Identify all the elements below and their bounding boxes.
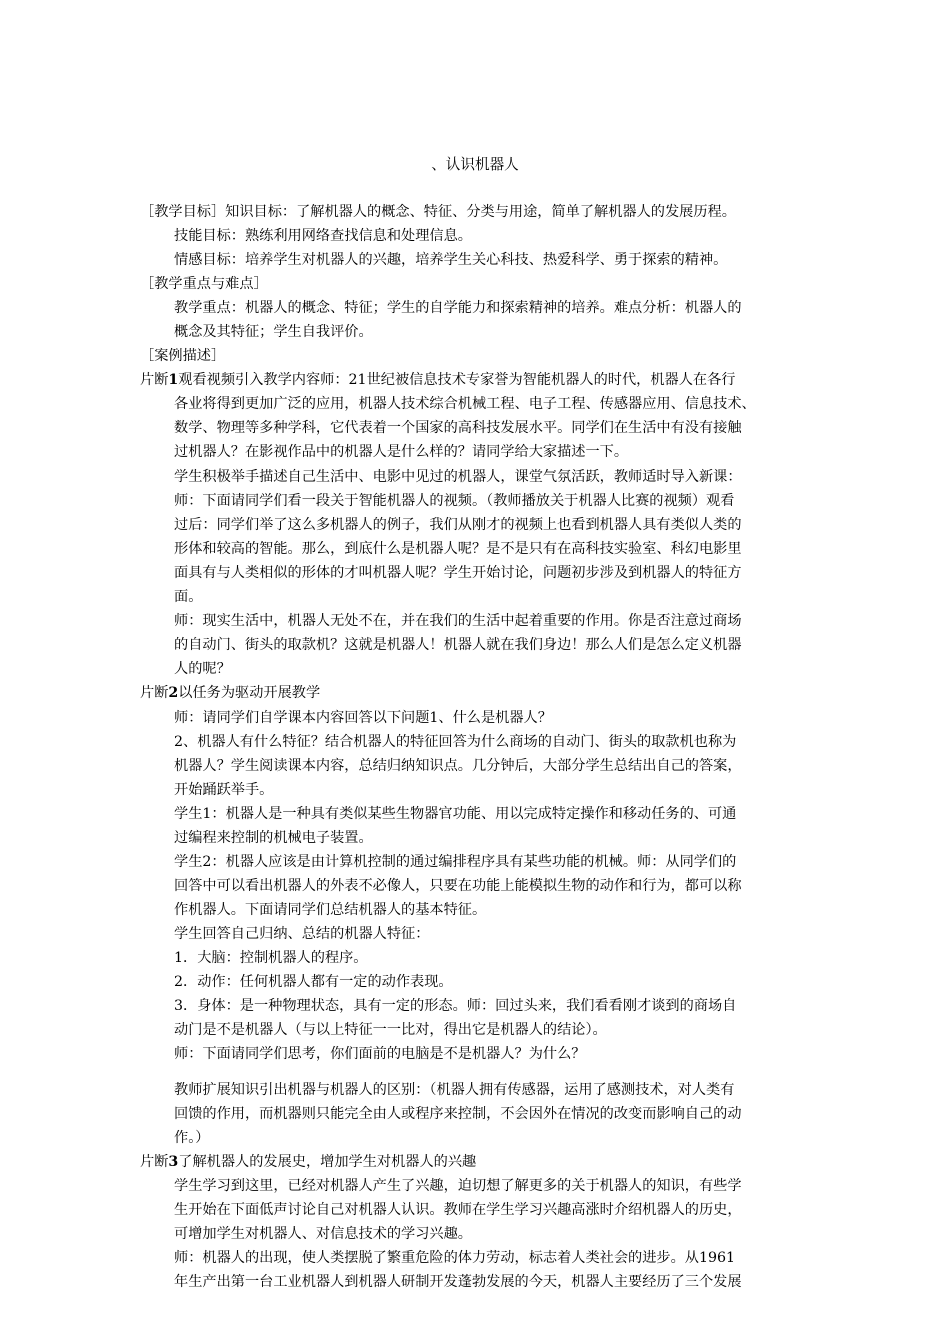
- text-line: 学生学习到这里，已经对机器人产生了兴趣，迫切想了解更多的关于机器人的知识，有些学: [174, 1178, 742, 1194]
- text-line: 作。）: [174, 1130, 210, 1146]
- text-line: 的自动门、街头的取款机？这就是机器人！机器人就在我们身边！那么人们是怎么定义机器: [174, 637, 742, 653]
- text-line: ［教学目标］知识目标：了解机器人的概念、特征、分类与用途，简单了解机器人的发展历程。: [140, 204, 736, 220]
- text-line: 年生产出第一台工业机器人到机器人研制开发蓬勃发展的今天，机器人主要经历了三个发展: [174, 1274, 742, 1290]
- text-line: 师：机器人的出现，使人类摆脱了繁重危险的体力劳动，标志着人类社会的进步。从1961: [174, 1250, 736, 1266]
- text-line: 1．大脑：控制机器人的程序。: [174, 950, 368, 966]
- text-line: 生开始在下面低声讨论自己对机器人认识。教师在学生学习兴趣高涨时介绍机器人的历史，: [174, 1202, 742, 1218]
- text-line: 学生回答自己归纳、总结的机器人特征：: [174, 926, 430, 942]
- text-line: 可增加学生对机器人、对信息技术的学习兴趣。: [174, 1226, 472, 1242]
- text-line: 情感目标：培养学生对机器人的兴趣，培养学生关心科技、热爱科学、勇于探索的精神。: [174, 252, 728, 268]
- text-line: 开始踊跃举手。: [174, 782, 274, 798]
- text-line: 3．身体：是一种物理状态，具有一定的形态。师：回过头来，我们看看刚才谈到的商场自: [174, 998, 737, 1014]
- text-line: 动门是不是机器人（与以上特征一一比对，得出它是机器人的结论）。: [174, 1022, 607, 1038]
- text-line: 学生1：机器人是一种具有类似某些生物器官功能、用以完成特定操作和移动任务的、可通: [174, 806, 737, 822]
- text-line: 面。: [174, 589, 203, 605]
- text-line: ［教学重点与难点］: [140, 276, 268, 292]
- text-line: 面具有与人类相似的形体的才叫机器人呢？学生开始讨论，问题初步涉及到机器人的特征方: [174, 565, 742, 581]
- text-line: ［案例描述］: [140, 348, 226, 364]
- text-line: 形体和较高的智能。那么，到底什么是机器人呢？是不是只有在高科技实验室、科幻电影里: [174, 541, 742, 557]
- text-line: 教师扩展知识引出机器与机器人的区别：（机器人拥有传感器，运用了感测技术，对人类有: [174, 1082, 735, 1098]
- text-line: 机器人？学生阅读课本内容，总结归纳知识点。几分钟后，大部分学生总结出自己的答案，: [174, 758, 742, 774]
- text-line: 数学、物理等多种学科，它代表着一个国家的高科技发展水平。同学们在生活中有没有接触: [174, 420, 742, 436]
- text-line: 过编程来控制的机械电子装置。: [174, 830, 373, 846]
- text-line: 过机器人？在影视作品中的机器人是什么样的？请同学给大家描述一下。: [174, 444, 629, 460]
- section-heading: 片断1观看视频引入教学内容师：21世纪被信息技术专家誉为智能机器人的时代，机器人在各行: [140, 372, 736, 388]
- text-line: 师：现实生活中，机器人无处不在，并在我们的生活中起着重要的作用。你是否注意过商场: [174, 613, 742, 629]
- text-line: 过后：同学们举了这么多机器人的例子，我们从刚才的视频上也看到机器人具有类似人类的: [174, 517, 742, 533]
- text-line: 2．动作：任何机器人都有一定的动作表现。: [174, 974, 453, 990]
- text-line: 师：下面请同学们思考，你们面前的电脑是不是机器人？为什么？: [174, 1046, 586, 1062]
- page-title: 、认识机器人: [431, 156, 519, 173]
- text-line: 学生积极举手描述自己生活中、电影中见过的机器人，课堂气氛活跃，教师适时导入新课：: [174, 469, 742, 485]
- text-line: 2、机器人有什么特征？结合机器人的特征回答为什么商场的自动门、街头的取款机也称为: [174, 734, 737, 750]
- text-line: 教学重点：机器人的概念、特征；学生的自学能力和探索精神的培养。难点分析：机器人的: [174, 300, 742, 316]
- text-line: 各业将得到更加广泛的应用，机器人技术综合机械工程、电子工程、传感器应用、信息技术、: [174, 396, 756, 412]
- text-line: 学生2：机器人应该是由计算机控制的通过编排程序具有某些功能的机械。师：从同学们的: [174, 854, 737, 870]
- text-line: 作机器人。下面请同学们总结机器人的基本特征。: [174, 902, 487, 918]
- text-line: 人的呢？: [174, 661, 231, 677]
- text-line: 概念及其特征；学生自我评价。: [174, 324, 373, 340]
- text-line: 回答中可以看出机器人的外表不必像人，只要在功能上能模拟生物的动作和行为，都可以称: [174, 878, 742, 894]
- text-line: 师：下面请同学们看一段关于智能机器人的视频。（教师播放关于机器人比赛的视频）观看: [174, 493, 735, 509]
- section-heading: 片断3了解机器人的发展史，增加学生对机器人的兴趣: [140, 1154, 477, 1170]
- text-line: 技能目标：熟练利用网络查找信息和处理信息。: [174, 228, 472, 244]
- text-line: 回馈的作用，而机器则只能完全由人或程序来控制，不会因外在情况的改变而影响自己的动: [174, 1106, 742, 1122]
- section-heading: 片断2以任务为驱动开展教学: [140, 685, 321, 701]
- text-line: 师：请同学们自学课本内容回答以下问题1、什么是机器人？: [174, 710, 552, 726]
